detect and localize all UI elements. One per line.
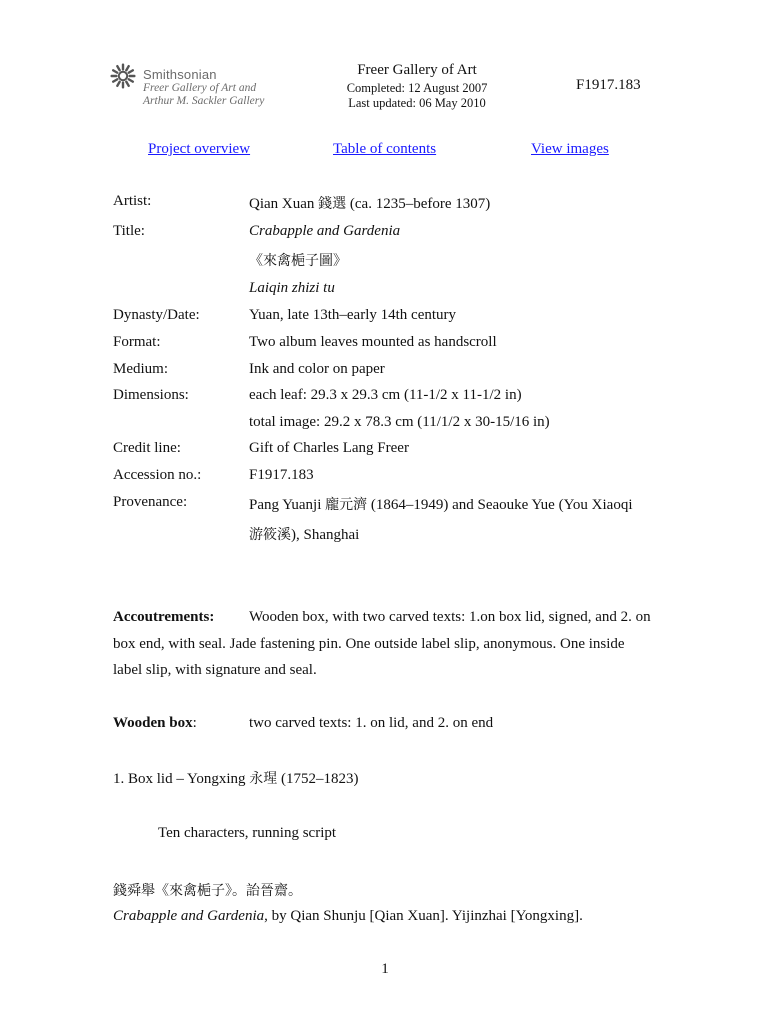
wooden-box-colon: : [192, 715, 197, 731]
box-lid-heading-chinese: 永瑆 [249, 771, 278, 787]
artist-label: Artist: [113, 193, 152, 209]
dimensions-leaf: each leaf: 29.3 x 29.3 cm (11-1/2 x 11-1/2 in) [249, 387, 522, 403]
title-chinese: 《來禽梔子圖》 [249, 253, 347, 269]
logo-brand-text: Smithsonian [143, 67, 217, 82]
credit-value: Gift of Charles Lang Freer [249, 440, 409, 456]
header-accession-id: F1917.183 [576, 77, 641, 93]
artist-dates: (ca. 1235–before 1307) [346, 196, 491, 212]
nav-view-images [531, 140, 609, 158]
nav-table-of-contents [333, 140, 436, 158]
dynasty-label: Dynasty/Date: [113, 307, 200, 323]
artist-name: Qian Xuan [249, 196, 319, 212]
accoutrements-line1: Wooden box, with two carved texts: 1.on box lid, signed, and 2. on [249, 609, 651, 625]
provenance-shanghai: ), Shanghai [291, 527, 360, 543]
page-number: 1 [381, 961, 389, 977]
accoutrements-line3: label slip, with signature and seal. [113, 662, 317, 678]
wooden-box-heading [113, 715, 197, 732]
header-title: Freer Gallery of Art [357, 62, 477, 78]
box-lid-chinese-text: 錢舜舉《來禽梔子》。詒晉齋。 [113, 883, 302, 899]
wooden-box-value: two carved texts: 1. on lid, and 2. on end [249, 715, 494, 731]
box-lid-translation-title: Crabapple and Gardenia [113, 908, 265, 924]
accoutrements-line2: box end, with seal. Jade fastening pin. One outside label slip, anonymous. One inside [113, 636, 625, 652]
dimensions-total: total image: 29.2 x 78.3 cm (11/1/2 x 30-15/16 in) [249, 414, 550, 430]
provenance-label: Provenance: [113, 494, 188, 510]
provenance-pang-chinese: 龐元濟 [325, 497, 368, 513]
title-label: Title: [113, 223, 145, 239]
format-label: Format: [113, 334, 161, 350]
dimensions-label: Dimensions: [113, 387, 189, 403]
table-of-contents-link[interactable]: Table of contents [333, 141, 437, 157]
provenance-dates: (1864–1949) and Seaouke Yue (You Xiaoqi [367, 497, 633, 513]
smithsonian-sunburst-icon [110, 63, 136, 89]
accession-label: Accession no.: [113, 467, 202, 483]
provenance-line2 [249, 524, 359, 544]
logo-subtitle-line1: Freer Gallery of Art and [143, 82, 257, 94]
view-images-link[interactable]: View images [531, 141, 609, 157]
box-lid-heading-text: 1. Box lid – Yongxing [113, 771, 250, 787]
artist-value [249, 193, 490, 213]
accession-value: F1917.183 [249, 467, 314, 483]
logo-subtitle-line2: Arthur M. Sackler Gallery [143, 95, 265, 107]
box-lid-translation-rest: , by Qian Shunju [Qian Xuan]. Yijinzhai [Yongxing]. [264, 908, 583, 924]
box-lid-heading [113, 768, 359, 788]
project-overview-link[interactable]: Project overview [148, 141, 251, 157]
title-english: Crabapple and Gardenia [249, 223, 401, 239]
wooden-box-label: Wooden box [113, 715, 193, 731]
nav-project-overview [148, 140, 250, 158]
accoutrements-label: Accoutrements: [113, 609, 215, 625]
medium-label: Medium: [113, 361, 168, 377]
artist-name-chinese: 錢選 [318, 196, 347, 212]
box-lid-translation [113, 908, 583, 925]
smithsonian-logo [110, 63, 280, 113]
box-lid-subheading: Ten characters, running script [158, 825, 337, 841]
header-completed-date: Completed: 12 August 2007 [346, 81, 488, 95]
title-pinyin: Laiqin zhizi tu [249, 280, 335, 296]
provenance-pang: Pang Yuanji [249, 497, 326, 513]
provenance-line1 [249, 494, 633, 514]
format-value: Two album leaves mounted as handscroll [249, 334, 497, 350]
credit-label: Credit line: [113, 440, 181, 456]
box-lid-heading-dates: (1752–1823) [277, 771, 359, 787]
header-updated-date: Last updated: 06 May 2010 [348, 96, 486, 110]
medium-value: Ink and color on paper [249, 361, 385, 377]
dynasty-value: Yuan, late 13th–early 14th century [249, 307, 457, 323]
provenance-you-chinese: 游筱溪 [249, 527, 291, 543]
